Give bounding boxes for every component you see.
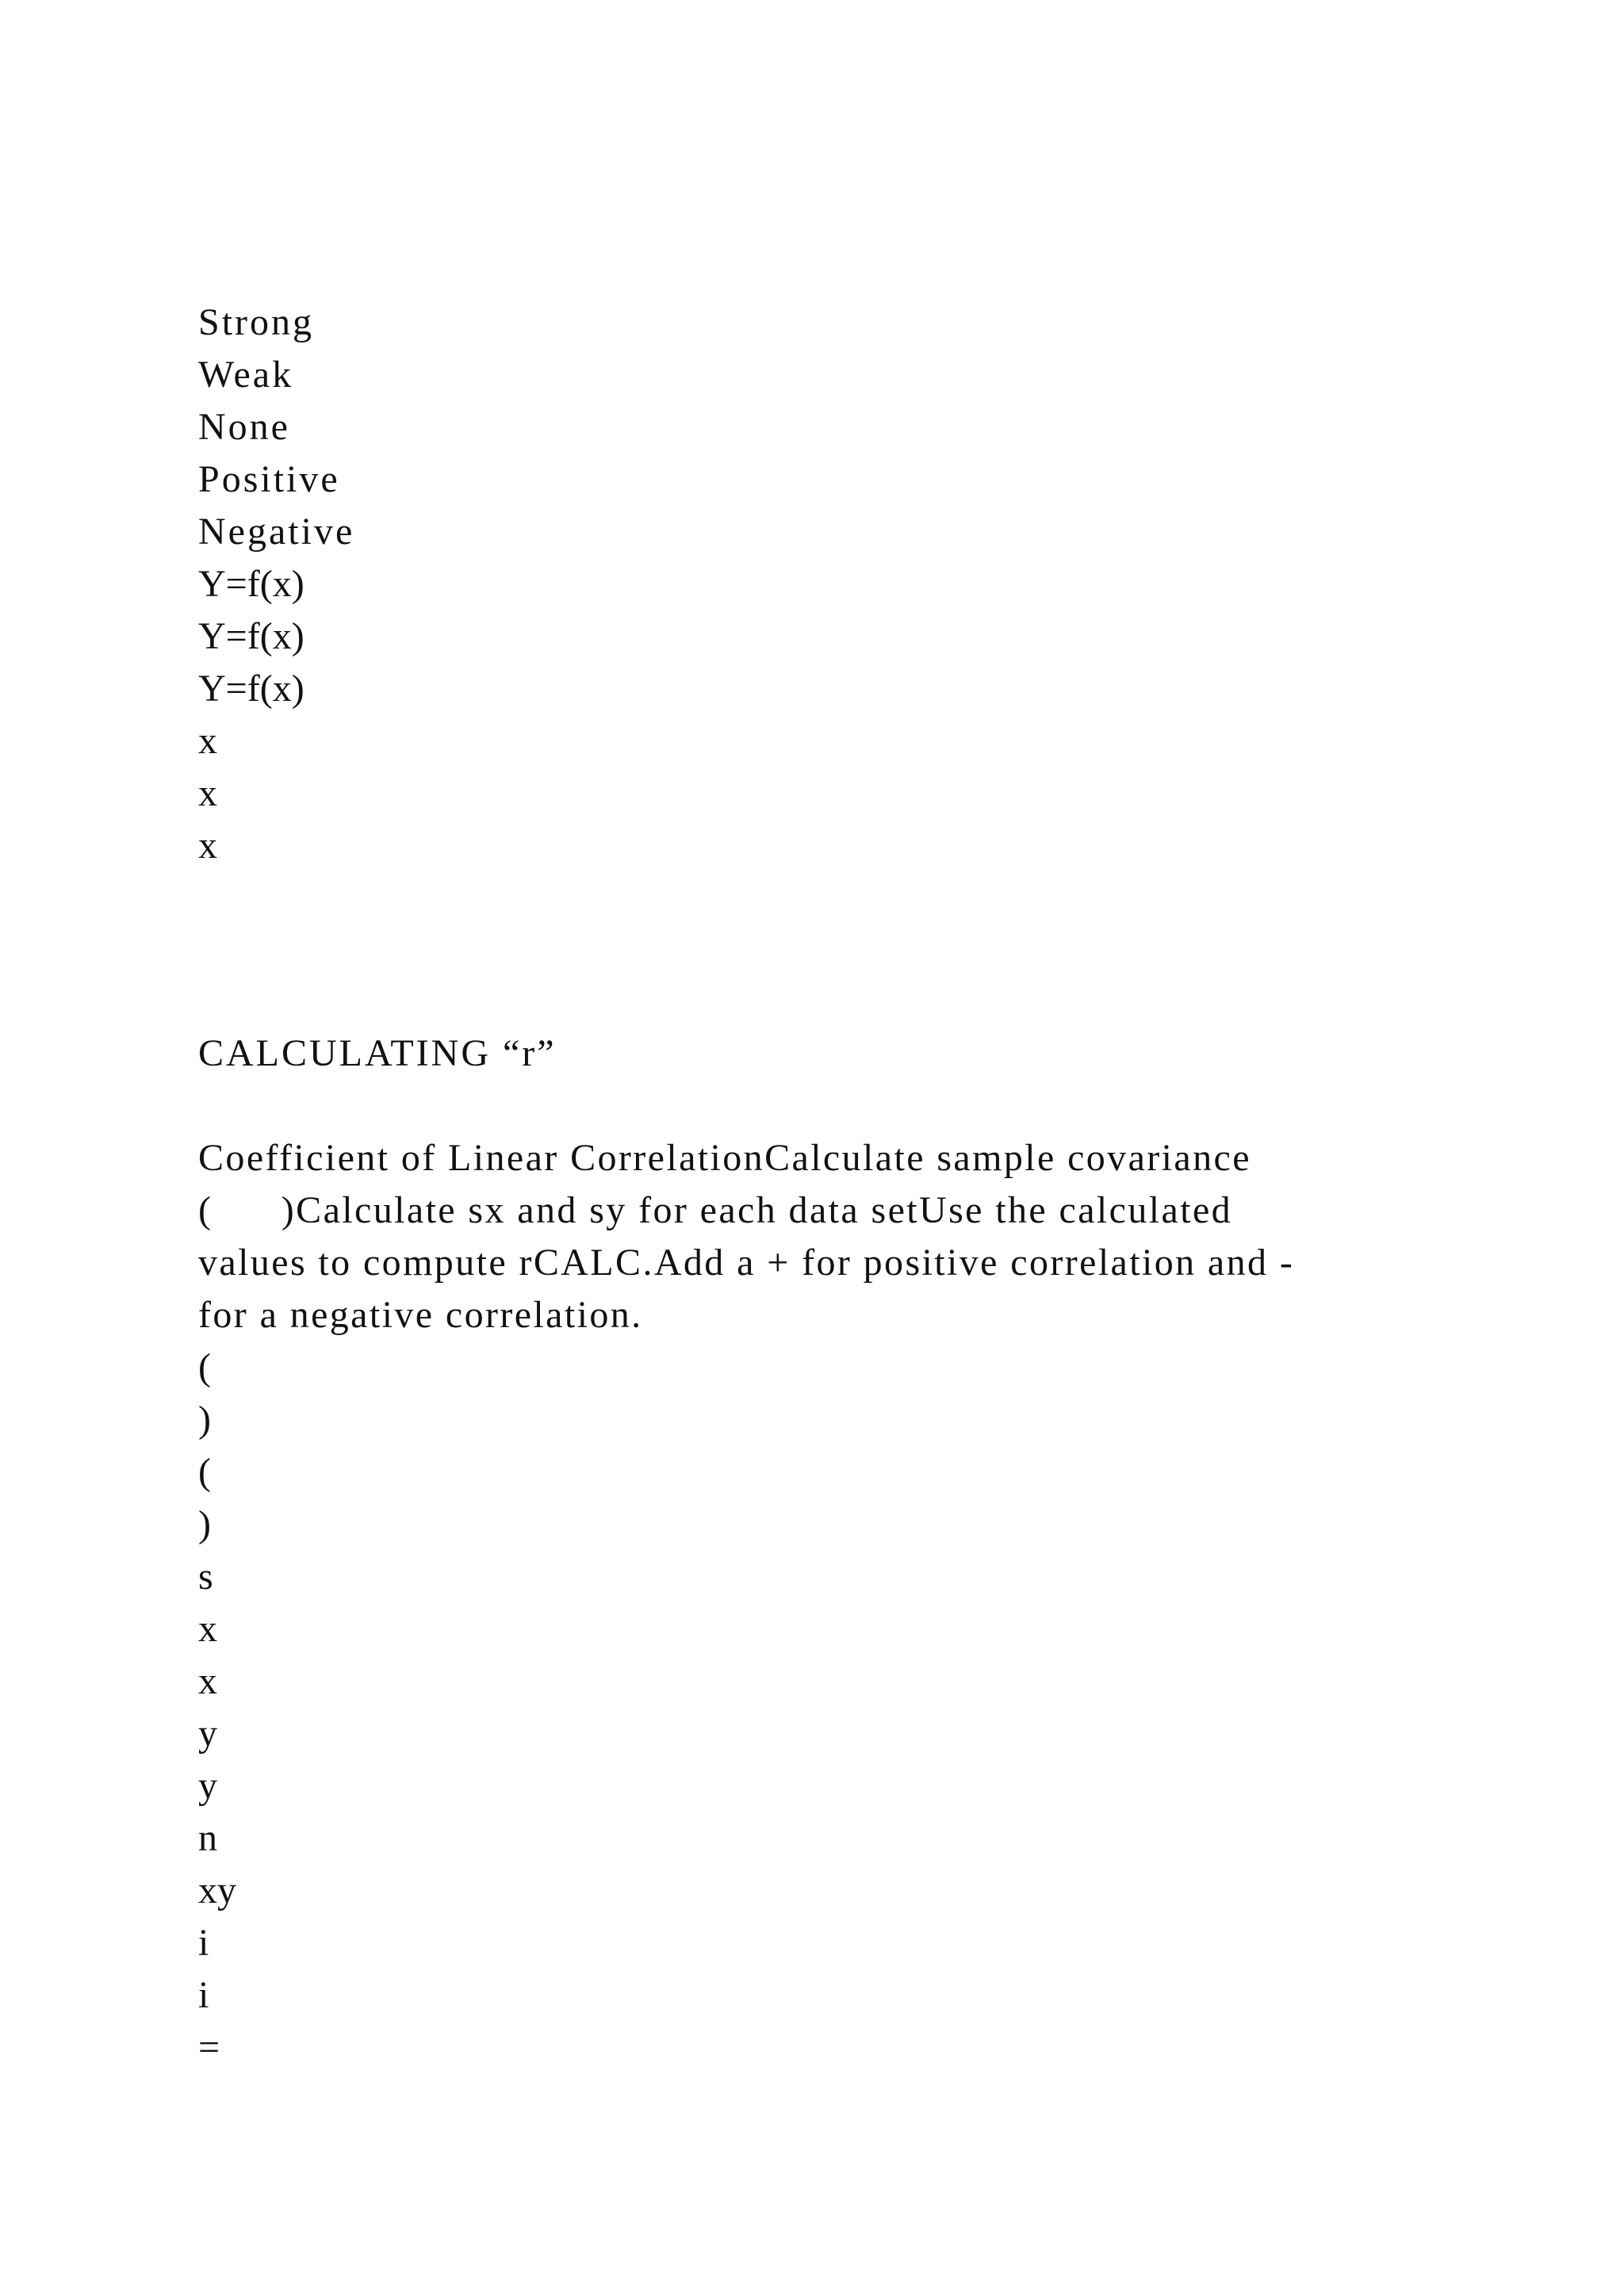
function-label-2: Y=f(x)	[198, 615, 304, 657]
label-strong: Strong	[198, 301, 315, 343]
formula-fragment: =	[198, 2026, 220, 2068]
formula-fragment: s	[198, 1556, 213, 1598]
formula-fragment: y	[198, 1712, 217, 1755]
formula-fragment: )	[198, 1503, 211, 1545]
paragraph-line-1: Coefficient of Linear CorrelationCalculate sample covariance	[198, 1137, 1251, 1179]
formula-fragment: x	[198, 1608, 217, 1650]
formula-fragment: i	[198, 1922, 209, 1964]
axis-label-x-1: x	[198, 720, 217, 762]
formula-fragment: x	[198, 1660, 217, 1702]
paragraph-line-4: for a negative correlation.	[198, 1294, 643, 1336]
axis-label-x-3: x	[198, 825, 217, 867]
paragraph-line-3: values to compute rCALC.Add a + for positive correlation and -	[198, 1242, 1295, 1284]
formula-fragment: xy	[198, 1869, 236, 1911]
paragraph-line-2: ( )Calculate sx and sy for each data setUse the calculated	[198, 1189, 1233, 1231]
function-label-3: Y=f(x)	[198, 668, 304, 710]
formula-fragment: )	[198, 1399, 211, 1441]
label-weak: Weak	[198, 354, 294, 396]
function-label-1: Y=f(x)	[198, 563, 304, 605]
formula-fragment: (	[198, 1346, 211, 1388]
formula-fragment: i	[198, 1974, 209, 2016]
formula-fragment: (	[198, 1451, 211, 1493]
axis-label-x-2: x	[198, 772, 217, 814]
formula-fragment: y	[198, 1765, 217, 1807]
section-heading: CALCULATING “r”	[198, 1032, 557, 1074]
label-negative: Negative	[198, 511, 355, 553]
label-none: None	[198, 406, 290, 448]
label-positive: Positive	[198, 458, 340, 500]
formula-fragment: n	[198, 1817, 217, 1859]
